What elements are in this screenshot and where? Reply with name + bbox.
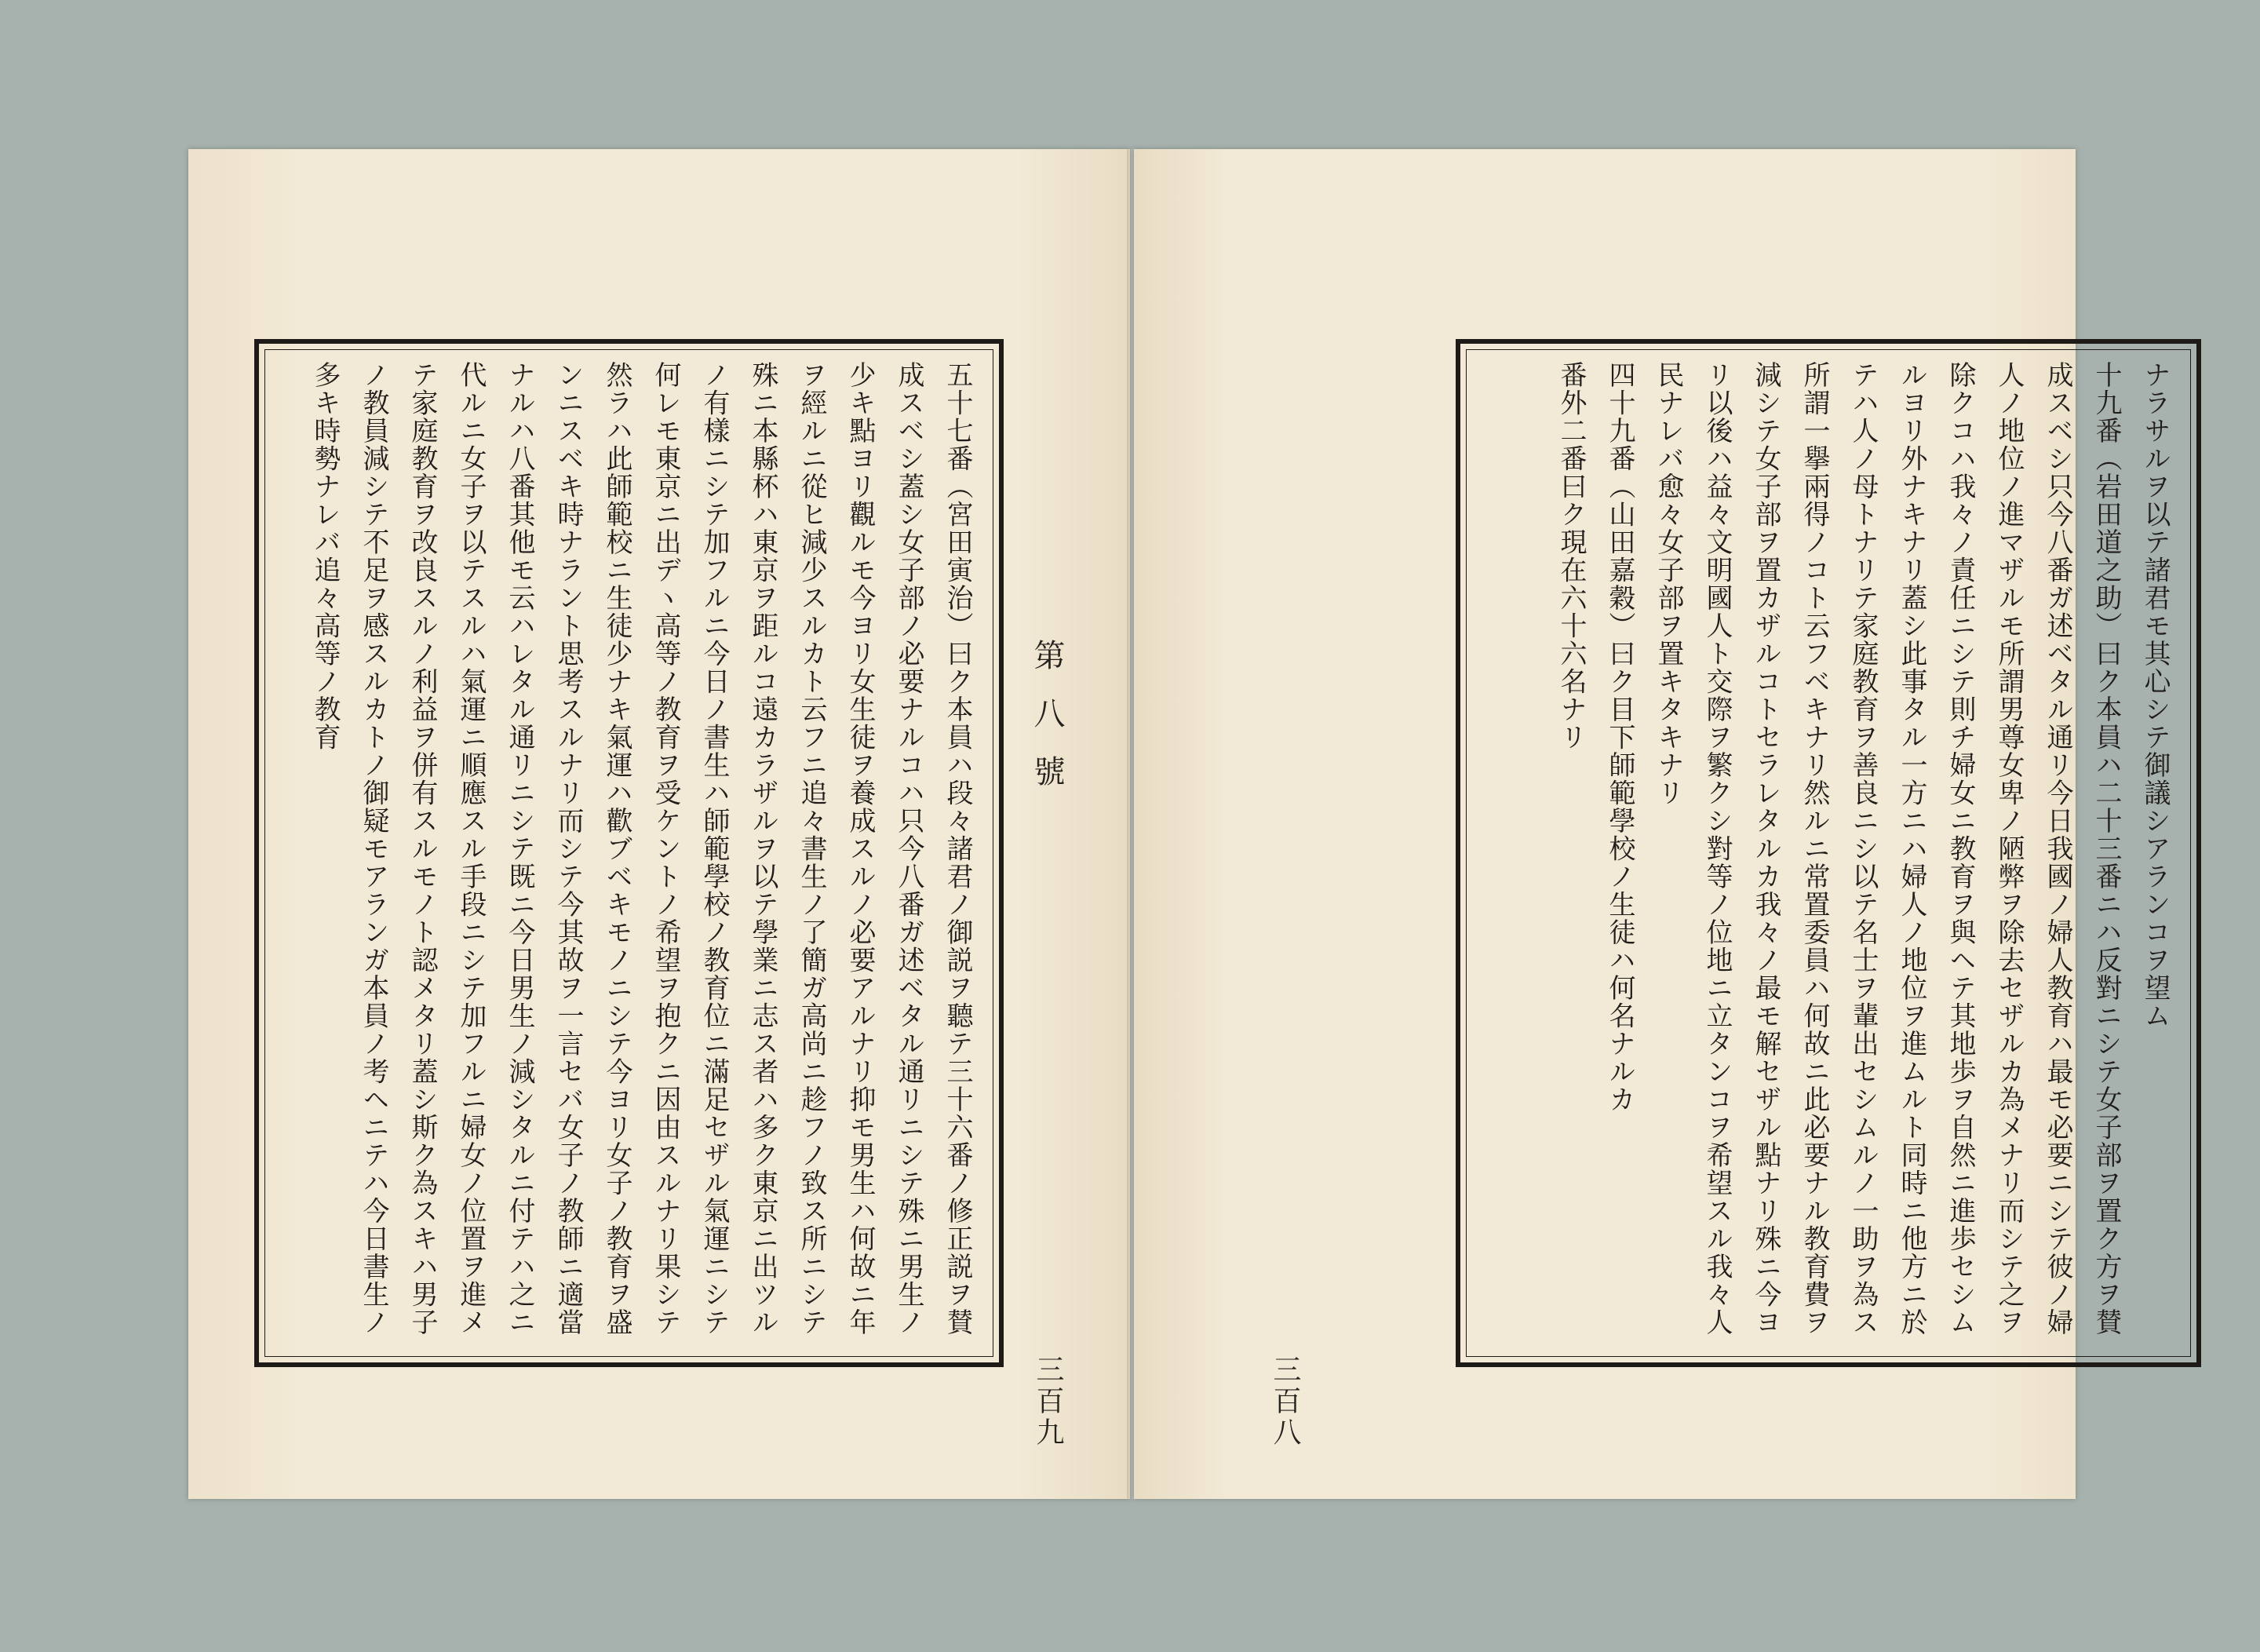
left-page-text	[276, 361, 982, 1345]
left-page	[188, 149, 1130, 1499]
paragraph: 四十九番（山田嘉穀）曰ク目下師範學校ノ生徒ハ何名ナルカ	[1604, 361, 1635, 1114]
paragraph: 十九番（岩田道之助）曰ク本員ハ二十三番ニハ反對ニシテ女子部ヲ置ク方ヲ賛成スベシ只今八番ガ述ベタル通リ今日我國ノ婦人教育ハ最モ必要ニシテ彼ノ婦人ノ地位ノ進マザルモ所謂男尊女卑ノ陋弊ヲ除去セザルカ為メナリ而シテ之ヲ除クコハ我々ノ責任ニシテ則チ婦女ニ教育ヲ與ヘテ其地歩ヲ自然ニ進歩セシムルヨリ外ナキナリ蓋シ此事タル一方ニハ婦人ノ地位ヲ進ムルト同時ニ他方ニ於テハ人ノ母トナリテ家庭教育ヲ善良ニシ以テ名士ヲ輩出セシムルノ一助ヲ為ス所謂一擧兩得ノコト云フベキナリ然ルニ常置委員ハ何故ニ此必要ナル教育費ヲ減シテ女子部ヲ置カザルコトセラレタルカ我々ノ最モ解セザル點ナリ殊ニ今ヨリ以後ハ益々文明國人ト交際ヲ繁クシ對等ノ位地ニ立タンコヲ希望スル我々人民ナレバ愈々女子部ヲ置キタキナリ	[1653, 361, 2122, 1337]
issue-label: 第八號	[1029, 639, 1065, 813]
right-page-text	[1478, 361, 2179, 1345]
right-page	[1134, 149, 2171, 1499]
book-spread	[188, 149, 2171, 1499]
paragraph: 五十七番（宮田寅治）曰ク本員ハ段々諸君ノ御説ヲ聽テ三十六番ノ修正説ヲ賛成スベシ蓋シ女子部ノ必要ナルコハ只今八番ガ述ベタル通リニシテ殊ニ男生ノ少キ點ヨリ觀ルモ今ヨリ女生徒ヲ養成スルノ必要アルナリ抑モ男生ハ何故ニ年ヲ經ルニ從ヒ減少スルカト云フニ追々書生ノ了簡ガ高尚ニ趁フノ致ス所ニシテ殊ニ本縣杯ハ東京ヲ距ルコ遠カラザルヲ以テ學業ニ志ス者ハ多ク東京ニ出ツルノ有樣ニシテ加フルニ今日ノ書生ハ師範學校ノ教育位ニ滿足セザル氣運ニシテ何レモ東京ニ出デヽ高等ノ教育ヲ受ケントノ希望ヲ抱クニ因由スルナリ果シテ然ラハ此師範校ニ生徒少ナキ氣運ハ歡ブベキモノニシテ今ヨリ女子ノ教育ヲ盛ンニスベキ時ナラント思考スルナリ而シテ今其故ヲ一言セバ女子ノ教師ニ適當ナルハ八番其他モ云ハレタル通リニシテ既ニ今日男生ノ減シタルニ付テハ之ニ代ルニ女子ヲ以テスルハ氣運ニ順應スル手段ニシテ加フルニ婦女ノ位置ヲ進メテ家庭教育ヲ改良スルノ利益ヲ併有スルモノト認メタリ蓋シ斯ク為スキハ男子ノ教員減シテ不足ヲ感スルカトノ御疑モアランガ本員ノ考ヘニテハ今日書生ノ多キ時勢ナレバ追々高等ノ教育	[309, 361, 973, 1337]
left-text-frame	[254, 339, 1004, 1367]
paragraph: 番外二番曰ク現在六十六名ナリ	[1555, 361, 1587, 751]
paragraph: ナラサルヲ以テ諸君モ其心シテ御議シアランコヲ望ム	[2139, 361, 2171, 1030]
right-page-number: 三百八	[1269, 1355, 1301, 1449]
left-page-number: 三百九	[1032, 1355, 1064, 1449]
right-text-frame	[1456, 339, 2201, 1367]
